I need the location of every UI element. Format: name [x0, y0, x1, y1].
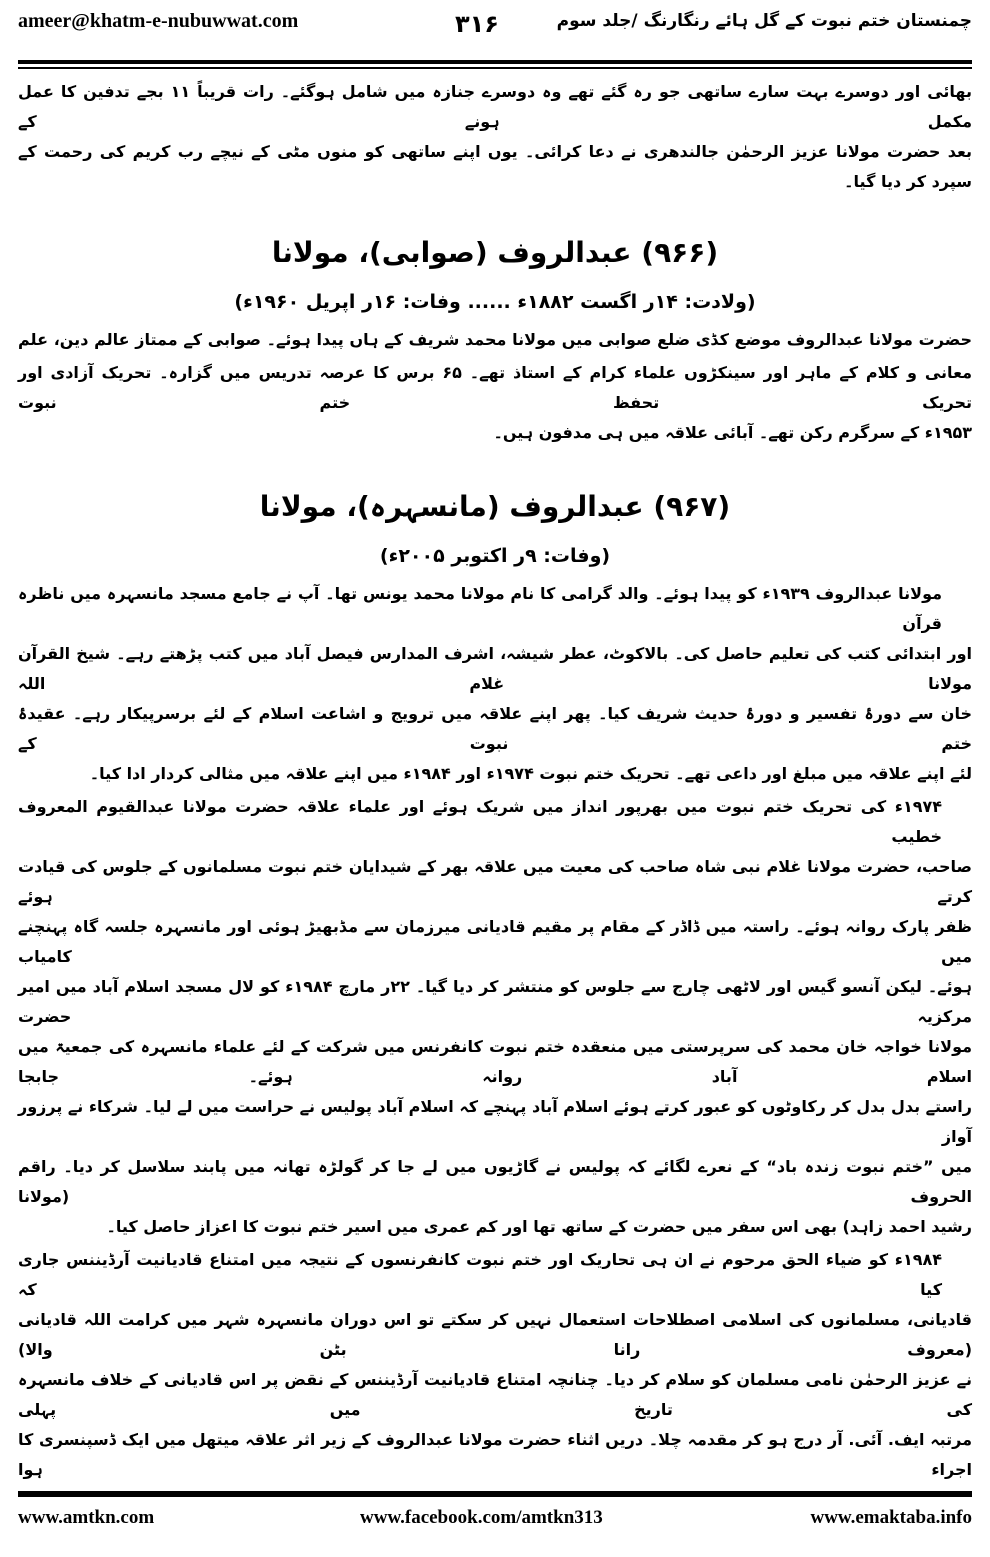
header-email: ameer@khatm-e-nubuwwat.com — [18, 10, 299, 32]
entry-dates: (وفات: ۹ر اکتوبر ۲۰۰۵ء) — [379, 545, 611, 567]
footer-link-facebook[interactable]: www.facebook.com/amtkn313 — [360, 1507, 603, 1528]
page-number: ۳۱۶ — [455, 10, 499, 38]
text-line: قادیانی، مسلمانوں کی اسلامی اصطلاحات استعمال نہیں کر سکتے تو اس دوران مانسہرہ شہر میں کرامت اللہ قادیانی (معروف رانا بٹن والا) — [18, 1310, 972, 1359]
text-line: خان سے دورۂ تفسیر و دورۂ حدیث شریف کیا۔ پھر اپنے علاقہ میں ترویج و اشاعت اسلام کے لئے برسرپیکار رہے۔ عقیدۂ ختم نبوت کے — [18, 704, 972, 753]
footer-link-emaktaba[interactable]: www.emaktaba.info — [810, 1507, 972, 1528]
text-line: مولانا خواجہ خان محمد کی سرپرستی میں منعقدہ ختم نبوت کانفرنس میں شرکت کے لئے علماء مانسہرہ کی جمعیۃ میں اسلام آباد روانہ ہوئے۔ جابجا — [18, 1037, 972, 1086]
page-body — [0, 69, 990, 1485]
text-line: رشید احمد زاہد) بھی اس سفر میں حضرت کے ساتھ تھا اور کم عمری میں اسیر ختم نبوت کا اعزاز حاصل کیا۔ — [106, 1217, 972, 1236]
entry-heading: (۹۶۶) عبدالروف (صوابی)، مولانا — [271, 236, 719, 269]
text-line: ۱۹۸۴ء کو ضیاء الحق مرحوم نے ان ہی تحاریک اور ختم نبوت کانفرنسوں کے نتیجہ میں امتناع قادیانیت آرڈیننس جاری کیا کہ — [18, 1250, 942, 1299]
header-rule-thick — [18, 60, 972, 64]
text-line: نے عزیز الرحمٰن نامی مسلمان کو سلام کر دیا۔ چنانچہ امتناع قادیانیت آرڈیننس کے نقض پر اس قادیانی کے خلاف مانسہرہ کی تاریخ میں پہلی — [18, 1370, 972, 1419]
text-line: بعد حضرت مولانا عزیز الرحمٰن جالندھری نے دعا کرائی۔ یوں اپنے ساتھی کو منوں مٹی کے نیچے رب کریم کی رحمت کے سپرد کر دیا گیا۔ — [18, 142, 972, 191]
entry-heading: (۹۶۷) عبدالروف (مانسہرہ)، مولانا — [259, 490, 731, 523]
text-line: راستے بدل بدل کر رکاوٹوں کو عبور کرتے ہوئے اسلام آباد پہنچے کہ اسلام آباد پولیس نے حراست میں لے لیا۔ شرکاء نے پرزور آواز — [18, 1097, 972, 1146]
text-line: ہوئے۔ لیکن آنسو گیس اور لاٹھی چارج سے جلوس کو منتشر کر دیا گیا۔ ۲۲ر مارچ ۱۹۸۴ء کو لال مسجد اسلام آباد میں امیر مرکزیہ حضرت — [18, 977, 973, 1026]
text-line: مولانا عبدالروف ۱۹۳۹ء کو پیدا ہوئے۔ والد گرامی کا نام مولانا محمد یونس تھا۔ آپ نے جامع مسجد مانسہرہ میں ناظرہ قرآن — [18, 584, 943, 633]
text-line: ۱۹۷۴ء کی تحریک ختم نبوت میں بھرپور انداز میں شریک ہوئے اور علماء علاقہ حضرت مولانا عبدالقیوم المعروف خطیب — [18, 797, 942, 846]
page-header — [0, 0, 990, 60]
text-line: مرتبہ ایف. آئی. آر درج ہو کر مقدمہ چلا۔ دریں اثناء حضرت مولانا عبدالروف کے زیر اثر علاقہ میتھل میں ایک ڈسپنسری کا اجراء ہوا — [18, 1430, 972, 1479]
entry-dates: (ولادت: ۱۴ر اگست ۱۸۸۲ء ...... وفات: ۱۶ر اپریل ۱۹۶۰ء) — [234, 291, 756, 313]
text-line: معانی و کلام کے ماہر اور سینکڑوں علماء کرام کے استاذ تھے۔ ۶۵ برس کا عرصہ تدریس میں گزارہ۔ تحریک آزادی اور تحریک تحفظ ختم نبوت — [18, 363, 973, 412]
text-line: میں ”ختم نبوت زندہ باد“ کے نعرے لگائے کہ پولیس نے گاڑیوں میں لے جا کر گولڑہ تھانہ میں پابند سلاسل کر دیا۔ راقم الحروف (مولانا — [18, 1157, 972, 1206]
book-title: چمنستان ختم نبوت کے گل ہائے رنگارنگ /جلد سوم — [556, 11, 972, 31]
text-line: اور ابتدائی کتب کی تعلیم حاصل کی۔ بالاکوٹ، عطر شیشہ، اشرف المدارس فیصل آباد میں کتب پڑھتے رہے۔ شیخ القرآن مولانا غلام اللہ — [18, 644, 973, 693]
text-line: صاحب، حضرت مولانا غلام نبی شاہ صاحب کی معیت میں علاقہ بھر کے شیدایان ختم نبوت مسلمانوں کے جلوس کی قیادت کرتے ہوئے — [18, 857, 972, 906]
text-line: ۱۹۵۳ء کے سرگرم رکن تھے۔ آبائی علاقہ میں ہی مدفون ہیں۔ — [493, 423, 972, 442]
text-line: لئے اپنے علاقہ میں مبلغ اور داعی تھے۔ تحریک ختم نبوت ۱۹۷۴ء اور ۱۹۸۴ء میں اپنے علاقہ میں مثالی کردار ادا کیا۔ — [89, 764, 972, 783]
footer-link-amtkn[interactable]: www.amtkn.com — [18, 1507, 155, 1528]
text-line: بھائی اور دوسرے بہت سارے ساتھی جو رہ گئے تھے وہ دوسرے جنازہ میں شامل ہوگئے۔ رات قریباً ۱۱ بجے تدفین کا عمل مکمل ہونے کے — [18, 82, 972, 131]
page-footer — [0, 1497, 990, 1557]
text-line: ظفر پارک روانہ ہوئے۔ راستہ میں ڈاڈر کے مقام پر مقیم قادیانی میرزمان سے مڈبھیڑ ہوئی اور مانسہرہ جلسہ گاہ پہنچنے میں کامیاب — [18, 917, 972, 966]
text-line: حضرت مولانا عبدالروف موضع کڈی ضلع صوابی میں مولانا محمد شریف کے ہاں پیدا ہوئے۔ صوابی کے ممتاز عالم دین، علم — [18, 330, 972, 349]
